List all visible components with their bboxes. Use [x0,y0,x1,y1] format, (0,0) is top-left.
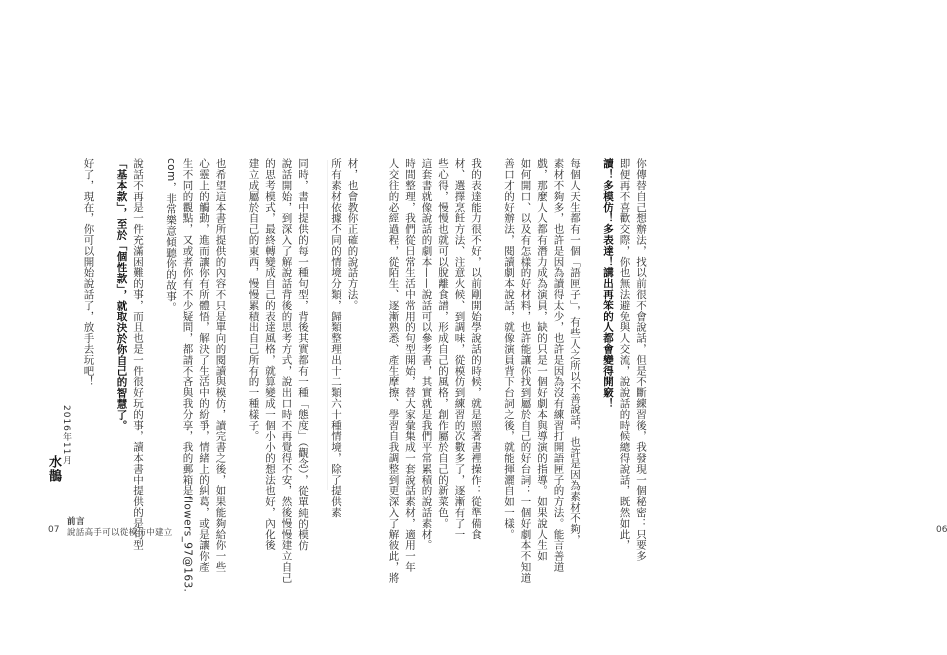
text-line: 所有素材依據不同的情境分類，歸類整理出十二類六十種情境，除了提供素 [330,158,342,518]
text-line: 素材不夠多，也許是因為讀得太少，也許是因為沒有練習打開語匣子的方法。能言善道 [552,158,565,573]
text-line: 心靈上的觸動，進而讓你有所體悟，解決了生活中的紛爭，情緒上的糾葛，或是讓你產 [198,158,210,573]
text-line: 生不同的觀點，又或者你有不少疑問，都請不吝與我分享，我的郵箱是flowers_97@163. [181,158,194,593]
text-line: 人交往的必經過程，從陌生、逐漸熟悉、產生摩擦、學習自我調整到更深入了解彼此，將 [387,158,400,584]
text-line: 建立成屬於自己的東西，慢慢累積出自己所有的一種樣子。 [247,158,260,442]
signature-date: 2016年11月 [61,405,71,466]
text-line: com，非常樂意傾聽你的故事。 [165,158,177,313]
text-line: 同時，書中提供的每一種句型，背後其實都有一種「態度」（觀念），從單純的模仿 [297,158,309,551]
text-line: 如何開口、以及有怎樣的好材料，也許能讓你找到屬於自己的好台詞：一個好劇本不知道 [519,158,532,584]
text-line: 也希望這本書所提供的內容不只是單向的閱讀與模仿，讀完書之後，如果能夠給你一些 [214,158,227,573]
text-line: 「基本款」，至於「個性款」，就取決於你自己的智慧了。 [115,158,128,431]
running-title: 前言 [67,517,86,527]
text-line: 讀！多模仿！多表達！講出再笨的人都會變得開竅！ [602,158,614,409]
text-line: 我的表達能力很不好，以前剛開始學說話的時候，就是照著書裡操作：從準備食 [470,158,482,540]
text-line: 材，也會教你正確的說話方法。 [346,158,359,311]
page-number-right: 06 [936,525,947,535]
running-footer [67,517,173,539]
author-signature: 水鵲 [46,455,61,483]
text-line: 善口才的好辦法，閱讀劇本說話，就像演員背下台詞之後，就能揮灑自如一樣。 [503,158,515,540]
text-line: 說話不再是一件充滿困難的事，而且也是一件很好玩的事，讀本書中提供的是句型 [132,158,144,551]
text-line: 即便再不喜歡交際，你也無法避免與人交流，說說話的時候總得說話，既然如此， [618,158,631,551]
left-page [0,0,359,655]
right-page-text [385,158,649,584]
right-page [328,0,947,655]
text-line: 些心得，慢慢也就可以脫離食譜，形成自己的風格，創作屬於自己的新菜色。 [437,158,449,529]
page-number-left: 07 [48,525,60,535]
text-line: 戲，那麼人人都有潛力成為演員，缺的只是一個好劇本與導演的指導。如果說人生如 [536,158,548,562]
running-subtitle: 說話高手可以從模仿中建立 [67,528,173,538]
text-line: 的思考模式，最終轉變成自己的表達風格，就算變成一個小小的想法也好，內化後 [264,158,276,551]
text-line: 說話開始，到深入了解說話背後的思考方式，說出口時不再覺得不安，然後慢慢建立自己 [280,158,293,584]
text-line: 好了，現在，你可以開始說話了，放手去玩吧！ [82,158,95,387]
text-line: 每個人天生都有一個「語匣子」，有些人之所以不善說話，也許是因為素材不夠， [569,158,581,546]
text-line: 時間整理，我們從日常生活中常用的句型開始，替大家彙集成一套說話素材，適用一年 [404,158,416,573]
text-line: 材、選擇烹飪方法、注意火候、到調味，從模仿到練習的次數多了，逐漸有了一 [453,158,466,540]
text-line: 這套書就像說話的劇本——說話可以參考書，其實就是我們平常累積的說話素材。 [420,158,433,551]
text-line: 你傳替自己想辦法，找以前很不會說話，但是不斷練習後，我發現一個秘密：只要多 [635,158,647,562]
